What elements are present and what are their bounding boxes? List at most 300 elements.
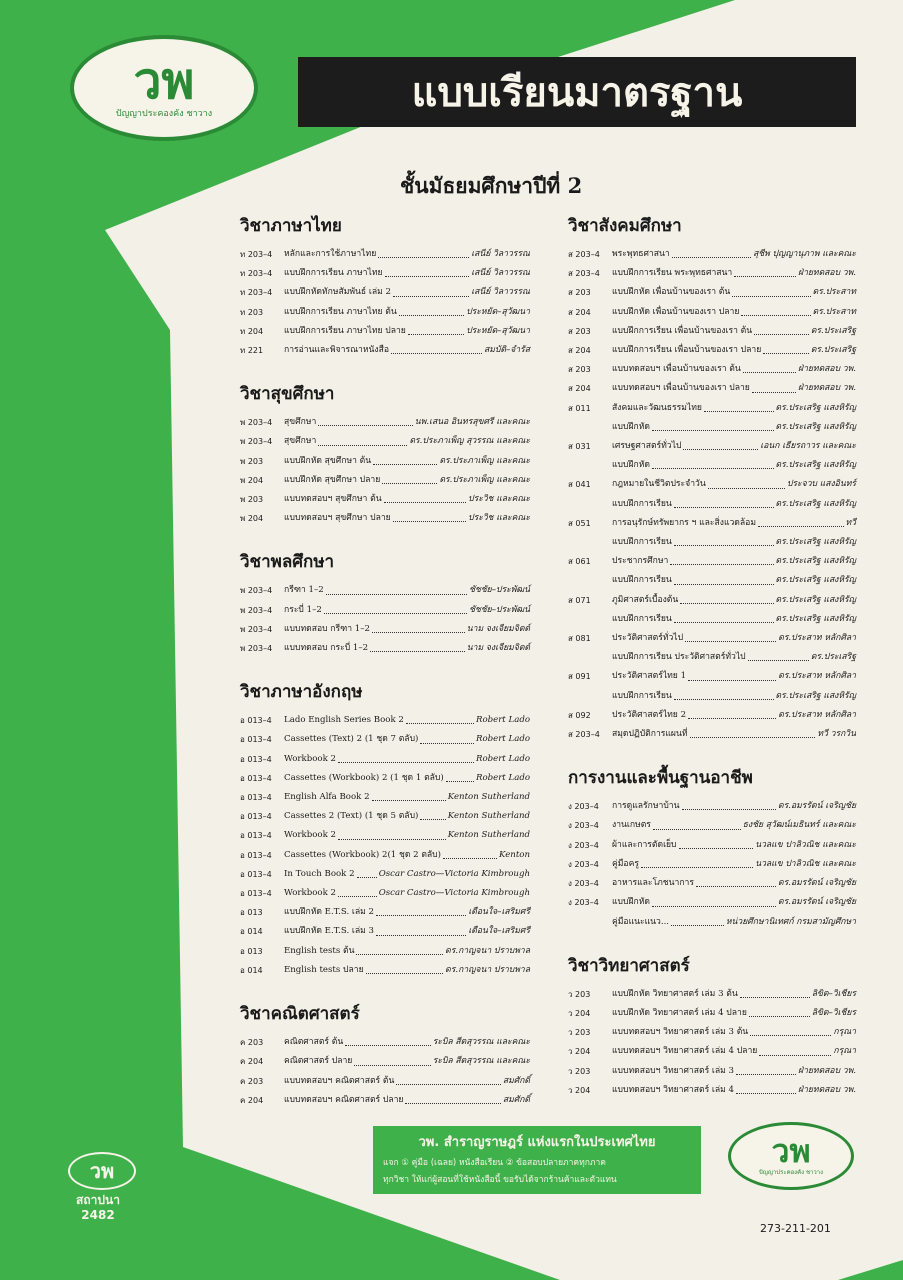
leader-dots [318, 413, 413, 426]
book-code: ส 203 [568, 288, 591, 298]
book-author: Oscar Castro—Victoria Kimbrough [378, 868, 530, 879]
book-code: อ 013–4 [240, 889, 272, 899]
book-row [240, 942, 530, 961]
book-title: แบบฝึกการเรียน ประวัติศาสตร์ทั่วไป [612, 652, 746, 663]
book-row [240, 884, 530, 903]
leader-dots [376, 922, 466, 935]
book-code: ว 204 [568, 1008, 591, 1018]
book-author: ดร.ประภาเพ็ญ และคณะ [439, 474, 530, 485]
book-title: แบบฝึกการเรียน ภาษาไทย [284, 268, 383, 279]
book-author: สมศักดิ์ [502, 1094, 530, 1105]
book-row [568, 706, 856, 725]
book-code: พ 203–4 [240, 624, 273, 634]
subject-title: การงานและพื้นฐานอาชีพ [568, 768, 753, 789]
subject-section [240, 212, 530, 360]
book-code: ค 204 [240, 1095, 264, 1105]
book-author: ดร.ประสาท [812, 287, 856, 298]
book-author: ระบิล สีตสุวรรณ และคณะ [432, 1056, 530, 1067]
book-title: แบบฝึกหัด เพื่อนบ้านของเรา ต้น [612, 287, 731, 298]
book-author: สุชีพ ปุญญานุภาพ และคณะ [753, 249, 856, 259]
leader-dots [354, 1052, 430, 1065]
book-code: อ 013–4 [240, 754, 272, 764]
book-code: ส 041 [568, 480, 591, 490]
book-code: พ 204 [240, 514, 264, 524]
book-author: สมบัติ–จำรัส [484, 345, 530, 356]
book-title: หลักและการใช้ภาษาไทย [284, 249, 377, 259]
book-title: พระพุทธศาสนา [612, 249, 670, 259]
book-code: ว 203 [568, 1028, 591, 1038]
leader-dots [641, 855, 753, 868]
book-title: การดูแลรักษาบ้าน [612, 801, 680, 812]
leader-dots [688, 706, 776, 719]
book-row [240, 322, 530, 341]
leader-dots [696, 874, 776, 887]
book-row [568, 264, 856, 283]
book-author: Robert Lado [475, 715, 530, 726]
book-row [240, 922, 530, 941]
leader-dots [366, 961, 444, 974]
book-title: แบบฝึกหัด [612, 897, 650, 908]
book-row [240, 1091, 530, 1110]
book-author: นพ.เสนอ อินทรสุขศรี และคณะ [414, 417, 530, 428]
book-code: อ 013–4 [240, 716, 272, 726]
book-author: ธงชัย สุวัฒน์เมธินทร์ และคณะ [742, 820, 856, 831]
subject-title: วิชาพลศึกษา [240, 552, 335, 573]
book-author: เตือนใจ–เสริมศรี [468, 907, 530, 918]
book-title: แบบฝึกหัด วิทยาศาสตร์ เล่ม 3 ต้น [612, 988, 738, 999]
grade-heading: ชั้นมัธยมศึกษาปีที่ 2 [400, 173, 583, 198]
book-author: ดร.ประสาท หลักศิลา [778, 709, 856, 720]
leader-dots [674, 533, 774, 546]
leader-dots [393, 283, 469, 296]
book-code: ว 204 [568, 1047, 591, 1057]
book-author: Robert Lado [475, 753, 530, 764]
book-author: ดร.ประเสริฐ แสงหิรัญ [775, 460, 856, 471]
book-author: กรุณา [833, 1027, 856, 1038]
leader-dots [736, 1081, 796, 1094]
book-author: Kenton [499, 849, 530, 860]
book-row [568, 552, 856, 571]
subject-section [240, 678, 530, 980]
right-column [568, 212, 856, 1120]
book-code: ส 204 [568, 307, 591, 317]
leader-dots [685, 629, 776, 642]
book-row [240, 788, 530, 807]
book-title: คู่มือครู [612, 858, 639, 869]
leader-dots [749, 1004, 810, 1017]
book-title: English tests ปลาย [284, 964, 364, 975]
book-code: ง 203–4 [568, 821, 599, 831]
book-code: ท 204 [240, 326, 264, 336]
book-author: ฝ่ายทดสอบ วพ. [798, 364, 856, 375]
leader-dots [754, 322, 809, 335]
leader-dots [338, 750, 474, 763]
book-author: ฝ่ายทดสอบ วพ. [798, 1084, 856, 1095]
leader-dots [385, 264, 470, 277]
book-author: Robert Lado [475, 734, 530, 745]
subject-section [568, 212, 856, 744]
book-row [568, 591, 856, 610]
book-row [568, 667, 856, 686]
book-author: หน่วยศึกษานิเทศก์ กรมสามัญศึกษา [725, 916, 856, 927]
book-row [568, 418, 856, 437]
book-code: ส 031 [568, 442, 591, 452]
book-row [568, 648, 856, 667]
leader-dots [734, 264, 796, 277]
book-author: ประหยัด–สุวัฒนา [466, 325, 530, 336]
book-code [568, 913, 612, 932]
book-author: เตือนใจ–เสริมศรี [468, 926, 530, 937]
logo-mark: วพ [133, 52, 195, 110]
logo-tagline: ปัญญาประคองคัง ชาวาง [115, 109, 213, 119]
leader-dots [396, 1072, 501, 1085]
book-code: ส 011 [568, 403, 591, 413]
book-code: ส 203–4 [568, 730, 600, 740]
book-title: ประวัติศาสตร์ไทย 2 [612, 709, 687, 720]
banner-headline: วพ. สำราญราษฎร์ แห่งแรกในประเทศไทย [418, 1135, 656, 1150]
book-code: อ 014 [240, 927, 263, 937]
book-title: In Touch Book 2 [284, 868, 355, 879]
book-author: ฝ่ายทดสอบ วพ. [798, 383, 856, 394]
book-row [240, 711, 530, 730]
subject-section [568, 952, 856, 1100]
leader-dots [690, 725, 816, 738]
book-code: พ 203–4 [240, 586, 273, 596]
book-title: Cassettes (Text) 2 (1 ชุด 7 ตลับ) [284, 734, 419, 745]
leader-dots [393, 509, 466, 522]
book-title: Workbook 2 [284, 830, 336, 841]
leader-dots [680, 591, 773, 604]
book-code [568, 456, 612, 475]
book-row [568, 456, 856, 475]
book-code: ส 081 [568, 634, 591, 644]
subject-title: วิชาภาษาอังกฤษ [240, 682, 363, 703]
book-author: ระบิล สีตสุวรรณ และคณะ [432, 1037, 530, 1048]
book-code [568, 687, 612, 706]
book-title: แบบทดสอบฯ วิทยาศาสตร์ เล่ม 4 ปลาย [612, 1046, 758, 1057]
book-row [568, 533, 856, 552]
book-author: Kenton Sutherland [447, 811, 530, 822]
book-code: ส 071 [568, 595, 591, 605]
book-author: กรุณา [833, 1046, 856, 1057]
book-row [568, 816, 856, 835]
book-title: English Alfa Book 2 [284, 792, 370, 803]
book-code: ท 203–4 [240, 288, 273, 298]
catalog-number: 273-211-201 [760, 1222, 831, 1235]
book-row [568, 985, 856, 1004]
publisher-logo-top [70, 35, 258, 141]
book-row [568, 913, 856, 932]
book-code: ท 221 [240, 346, 264, 356]
book-row [240, 1033, 530, 1052]
book-title: ประวัติศาสตร์ไทย 1 [612, 671, 687, 682]
book-author: นาม จงเจียมจิตต์ [466, 623, 530, 634]
book-author: ทวี [845, 517, 856, 528]
book-author: เสนีย์ วิลาวรรณ [471, 268, 530, 279]
book-code: ส 092 [568, 710, 591, 720]
book-author: ดร.ประเสริฐ แสงหิรัญ [775, 690, 856, 701]
book-author: ดร.ประภาเพ็ญ สุวรรณ และคณะ [409, 436, 530, 447]
book-row [240, 865, 530, 884]
book-title: แบบฝึกการเรียน [612, 613, 672, 624]
leader-dots [443, 846, 497, 859]
book-author: ดร.ประสาท หลักศิลา [778, 633, 856, 644]
leader-dots [683, 437, 758, 450]
book-code: ส 061 [568, 557, 591, 567]
book-row [240, 620, 530, 639]
leader-dots [382, 471, 437, 484]
book-title: แบบฝึกหัด [612, 421, 650, 432]
leader-dots [672, 245, 751, 258]
book-row [240, 264, 530, 283]
book-row [240, 750, 530, 769]
book-code: ส 203–4 [568, 269, 600, 279]
book-author: นาม จงเจียมจิตต์ [466, 643, 530, 654]
logo-mark: วพ [89, 1159, 115, 1183]
book-row [240, 769, 530, 788]
book-code: ค 203 [240, 1038, 264, 1048]
book-title: เศรษฐศาสตร์ทั่วไป [612, 441, 682, 452]
subject-section [568, 764, 856, 931]
book-code: ส 204 [568, 346, 591, 356]
book-row [568, 360, 856, 379]
book-code: ท 203–4 [240, 269, 273, 279]
book-title: คณิตศาสตร์ ต้น [284, 1037, 344, 1048]
book-code: ส 203 [568, 326, 591, 336]
book-code: ค 204 [240, 1057, 264, 1067]
book-row [568, 1042, 856, 1061]
book-author: สมศักดิ์ [502, 1075, 530, 1086]
book-title: แบบทดสอบ กระบี่ 1–2 [284, 643, 369, 654]
book-author: Kenton Sutherland [447, 792, 530, 803]
book-row [568, 1023, 856, 1042]
leader-dots [338, 826, 446, 839]
book-title: แบบฝึกการเรียน เพื่อนบ้านของเรา ต้น [612, 325, 753, 336]
book-row [240, 303, 530, 322]
leader-dots [356, 942, 443, 955]
book-title: แบบฝึกการเรียน [612, 537, 672, 548]
book-title: Workbook 2 [284, 888, 336, 899]
book-author: ดร.ประเสริฐ แสงหิรัญ [775, 537, 856, 548]
book-title: แบบทดสอบฯ คณิตศาสตร์ ต้น [284, 1075, 395, 1086]
subject-section [240, 548, 530, 658]
banner-text: แจก ① คู่มือ (เฉลย) หนังสือเรียน ② ข้อสอบปลายภาคทุกภาค [383, 1158, 606, 1168]
book-row [240, 509, 530, 528]
book-author: ประวิช และคณะ [468, 513, 530, 524]
book-row [568, 1062, 856, 1081]
book-code: ว 203 [568, 989, 591, 999]
leader-dots [408, 322, 464, 335]
book-row [568, 379, 856, 398]
book-title: ประวัติศาสตร์ทั่วไป [612, 633, 684, 644]
book-row [240, 1052, 530, 1071]
leader-dots [378, 245, 469, 258]
book-code: อ 013–4 [240, 850, 272, 860]
book-row [240, 826, 530, 845]
book-row [568, 399, 856, 418]
book-code [568, 610, 612, 629]
book-title: แบบฝึกการเรียน [612, 575, 672, 586]
leader-dots [674, 687, 774, 700]
book-title: Lado English Series Book 2 [284, 715, 404, 726]
leader-dots [318, 432, 407, 445]
book-code: อ 014 [240, 965, 263, 975]
book-author: ประวิช และคณะ [468, 494, 530, 505]
leader-dots [704, 399, 774, 412]
leader-dots [420, 807, 445, 820]
leader-dots [391, 341, 482, 354]
book-row [568, 725, 856, 744]
book-author: ดร.ประเสริฐ [810, 325, 856, 336]
book-title: แบบฝึกหัด สุขศึกษา ต้น [284, 455, 372, 466]
book-code: พ 203–4 [240, 644, 273, 654]
book-row [240, 730, 530, 749]
book-author: ดร.กาญจนา ปราบพาล [445, 964, 530, 975]
book-author: ดร.ประเสริฐ แสงหิรัญ [775, 594, 856, 605]
leader-dots [370, 639, 465, 652]
leader-dots [688, 667, 776, 680]
book-code: ง 203–4 [568, 879, 599, 889]
book-row [568, 797, 856, 816]
book-code: พ 203–4 [240, 437, 273, 447]
book-title: ประชากรศึกษา [612, 556, 669, 567]
leader-dots [372, 788, 446, 801]
book-title: แบบฝึกการเรียน [612, 690, 672, 701]
book-row [240, 413, 530, 432]
book-code [568, 648, 612, 667]
book-code: พ 203 [240, 495, 264, 505]
subject-section [240, 380, 530, 528]
book-title: Cassettes (Workbook) 2(1 ชุด 2 ตลับ) [284, 849, 441, 860]
book-code: ง 203–4 [568, 898, 599, 908]
book-title: คณิตศาสตร์ ปลาย [284, 1056, 353, 1067]
book-title: แบบฝึกหัด [612, 460, 650, 471]
leader-dots [652, 893, 776, 906]
book-code [568, 418, 612, 437]
book-row [240, 807, 530, 826]
book-author: ดร.ประเสริฐ [810, 652, 856, 663]
leader-dots [420, 730, 474, 743]
leader-dots [763, 341, 809, 354]
book-title: สุขศึกษา [284, 436, 317, 447]
book-row [568, 322, 856, 341]
book-title: แบบทดสอบฯ วิทยาศาสตร์ เล่ม 3 [612, 1065, 734, 1076]
leader-dots [653, 816, 741, 829]
left-column [240, 212, 530, 1130]
subject-title: วิชาสังคมศึกษา [568, 216, 682, 236]
book-title: แบบฝึกการเรียน พระพุทธศาสนา [612, 268, 733, 279]
book-row [568, 874, 856, 893]
book-title: การอนุรักษ์ทรัพยากร ฯ และสิ่งแวดล้อม [612, 517, 756, 528]
book-code [568, 571, 612, 590]
book-author: ฝ่ายทดสอบ วพ. [798, 268, 856, 279]
publisher-logo-bottom [728, 1122, 854, 1190]
book-row [568, 283, 856, 302]
leader-dots [740, 985, 810, 998]
book-title: ภูมิศาสตร์เบื้องต้น [612, 594, 679, 605]
book-author: ดร.ประเสริฐ แสงหิรัญ [775, 498, 856, 509]
book-row [240, 903, 530, 922]
publisher-logo-small [68, 1152, 136, 1190]
book-author: ลิขิต–วิเชียร [811, 1007, 856, 1018]
book-row [568, 629, 856, 648]
leader-dots [708, 475, 785, 488]
book-row [568, 303, 856, 322]
book-author: ดร.กาญจนา ปราบพาล [445, 945, 530, 956]
book-title: อาหารและโภชนาการ [612, 878, 694, 889]
book-author: ลิขิต–วิเชียร [811, 988, 856, 999]
book-code [568, 495, 612, 514]
book-title: คู่มือแนะแนว... [612, 916, 670, 927]
book-row [568, 475, 856, 494]
leader-dots [652, 456, 774, 469]
leader-dots [741, 303, 810, 316]
book-code: อ 013 [240, 946, 263, 956]
book-code: อ 013–4 [240, 793, 272, 803]
leader-dots [758, 514, 844, 527]
leader-dots [679, 836, 754, 849]
book-author: ดร.ประเสริฐ แสงหิรัญ [775, 402, 856, 413]
leader-dots [405, 1091, 500, 1104]
book-code: อ 013–4 [240, 773, 272, 783]
book-author: ดร.ประเสริฐ แสงหิรัญ [775, 613, 856, 624]
book-title: Cassettes 2 (Text) (1 ชุด 5 ตลับ) [284, 811, 419, 822]
book-author: ดร.อมรรัตน์ เจริญชัย [778, 878, 856, 889]
book-code: พ 203 [240, 456, 264, 466]
book-row [240, 471, 530, 490]
leader-dots [324, 601, 467, 614]
book-title: กระบี่ 1–2 [284, 604, 322, 615]
book-title: แบบฝึกการเรียน ภาษาไทย ต้น [284, 306, 397, 317]
book-code: พ 203–4 [240, 605, 273, 615]
book-row [240, 601, 530, 620]
book-author: เสนีย์ วิลาวรรณ [471, 287, 530, 298]
leader-dots [759, 1042, 831, 1055]
subject-title: วิชาคณิตศาสตร์ [240, 1004, 360, 1025]
leader-dots [743, 360, 796, 373]
leader-dots [682, 797, 777, 810]
book-author: เสนีย์ วิลาวรรณ [471, 249, 530, 259]
book-title: สุขศึกษา [284, 417, 317, 428]
subject-title: วิชาสุขศึกษา [240, 384, 335, 405]
book-row [240, 961, 530, 980]
leader-dots [376, 903, 466, 916]
leader-dots [750, 1023, 831, 1036]
book-title: แบบทดสอบฯ เพื่อนบ้านของเรา ต้น [612, 364, 741, 375]
book-code: ง 203–4 [568, 859, 599, 869]
book-row [568, 836, 856, 855]
leader-dots [671, 913, 724, 926]
book-title: แบบทดสอบฯ คณิตศาสตร์ ปลาย [284, 1094, 404, 1105]
book-row [568, 437, 856, 456]
leader-dots [345, 1033, 431, 1046]
book-title: สังคมและวัฒนธรรมไทย [612, 402, 702, 413]
established-label: สถาปนา [76, 1193, 120, 1207]
book-code: ง 203–4 [568, 840, 599, 850]
banner-text: ทุกวิชา ให้แก่ผู้สอนที่ใช้หนังสือนี้ ขอรับได้จากร้านค้าและตัวแทน [383, 1175, 617, 1185]
leader-dots [373, 452, 437, 465]
leader-dots [652, 418, 774, 431]
book-row [240, 432, 530, 451]
book-title: แบบฝึกการเรียน เพื่อนบ้านของเรา ปลาย [612, 345, 762, 356]
book-code: ส 091 [568, 672, 591, 682]
established-year: 2482 [81, 1208, 115, 1222]
book-title: แบบทดสอบฯ วิทยาศาสตร์ เล่ม 4 [612, 1084, 734, 1095]
book-title: แบบทดสอบ กรีฑา 1–2 [284, 623, 371, 634]
book-author: ดร.อมรรัตน์ เจริญชัย [778, 801, 856, 812]
leader-dots [670, 552, 773, 565]
book-row [568, 245, 856, 264]
